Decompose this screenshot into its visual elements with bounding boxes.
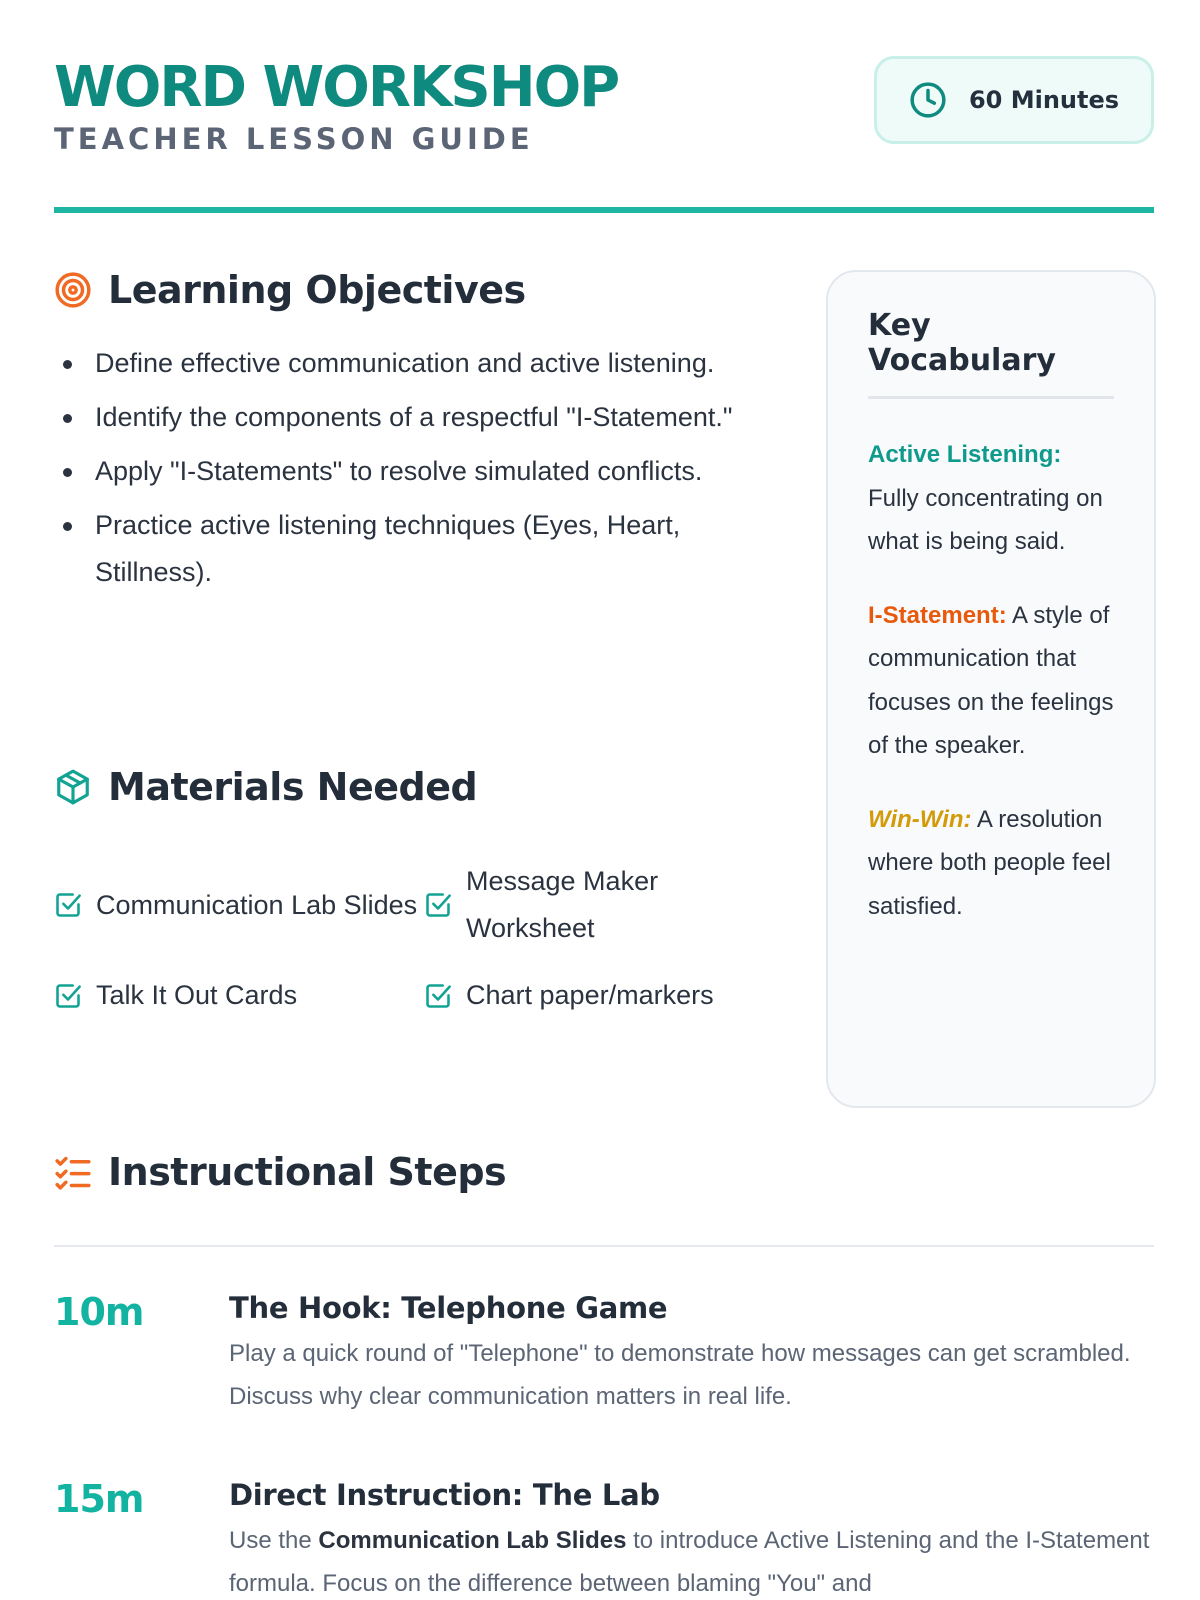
list-item: Practice active listening techniques (Eyes, Heart, Stillness).	[60, 502, 770, 596]
step-body	[229, 1477, 1154, 1600]
duration-badge	[874, 56, 1154, 144]
checkbox-icon	[424, 982, 452, 1010]
clock-icon	[909, 81, 947, 119]
page-header	[54, 56, 1154, 156]
vocabulary-definition: A style of communication that focuses on the feelings of the speaker.	[868, 601, 1114, 759]
vocabulary-title: Key Vocabulary	[868, 308, 1114, 399]
box-icon	[54, 768, 92, 806]
step-description	[229, 1519, 1154, 1600]
step-description-text: Use the	[229, 1527, 319, 1554]
checkbox-icon	[54, 982, 82, 1010]
vocabulary-word: Win-Win:	[868, 805, 972, 833]
objectives-title: Learning Objectives	[108, 268, 526, 312]
header-divider	[54, 207, 1154, 213]
objectives-heading	[54, 268, 526, 312]
material-label: Communication Lab Slides	[96, 889, 418, 920]
checklist-icon	[54, 1153, 92, 1191]
steps-heading	[54, 1150, 506, 1194]
materials-title: Materials Needed	[108, 765, 478, 809]
material-item	[424, 858, 774, 952]
vocabulary-definition: Fully concentrating on what is being said.	[868, 484, 1103, 555]
vocabulary-word: I-Statement:	[868, 601, 1007, 629]
vocabulary-term	[868, 594, 1114, 768]
material-item	[54, 972, 424, 1019]
vocabulary-word: Active Listening:	[868, 441, 1062, 468]
material-label: Chart paper/markers	[466, 980, 714, 1010]
step-description: Play a quick round of "Telephone" to demonstrate how messages can get scrambled. Discuss why clear communication matters in real life.	[229, 1340, 1131, 1410]
step-body	[229, 1290, 1154, 1418]
page-subtitle: TEACHER LESSON GUIDE	[54, 122, 534, 156]
vocabulary-term	[868, 433, 1114, 564]
target-icon	[54, 271, 92, 309]
step-description-highlight: Communication Lab Slides	[318, 1527, 627, 1554]
vocabulary-definition: A resolution where both people feel satisfied.	[868, 805, 1111, 920]
step-time: 10m	[54, 1290, 144, 1334]
page-title: WORD WORKSHOP	[54, 55, 619, 120]
materials-list	[54, 858, 774, 1019]
duration-text: 60 Minutes	[968, 86, 1120, 114]
checkbox-icon	[54, 891, 82, 919]
objectives-list	[60, 340, 770, 603]
vocabulary-term	[868, 798, 1114, 929]
steps-title: Instructional Steps	[108, 1150, 507, 1194]
material-item	[424, 972, 774, 1019]
key-vocabulary-panel	[826, 270, 1156, 1108]
list-item: Define effective communication and active listening.	[60, 340, 770, 387]
material-label: Message Maker Worksheet	[466, 866, 659, 943]
step-time: 15m	[54, 1477, 144, 1521]
materials-heading	[54, 765, 477, 809]
step-title: Direct Instruction: The Lab	[229, 1478, 660, 1512]
material-item	[54, 858, 424, 952]
steps-divider	[54, 1245, 1154, 1247]
step-description-text: to introduce Active Listening and the I-Statement formula. Focus on the difference between blaming "You" and	[229, 1527, 1150, 1597]
checkbox-icon	[424, 891, 452, 919]
step-title: The Hook: Telephone Game	[229, 1291, 668, 1325]
material-label: Talk It Out Cards	[96, 980, 298, 1010]
list-item: Identify the components of a respectful "I-Statement."	[60, 394, 770, 441]
list-item: Apply "I-Statements" to resolve simulated conflicts.	[60, 448, 770, 495]
